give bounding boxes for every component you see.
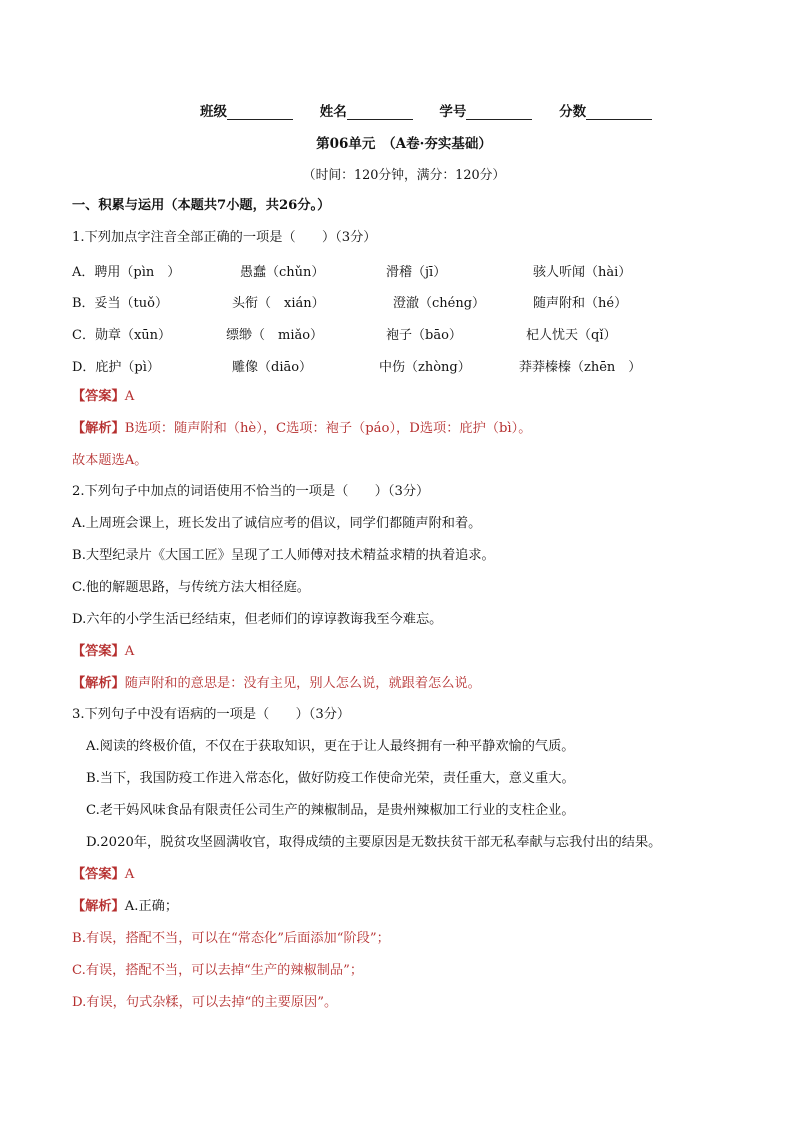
section-title: 一、积累与运用（本题共7小题，共26分。） <box>72 198 331 213</box>
class-blank[interactable] <box>227 105 293 120</box>
unit-title: 第06单元 （A卷·夯实基础） <box>316 136 492 152</box>
q3-option-d: D.2020年，脱贫攻坚圆满收官，取得成绩的主要原因是无数扶贫干部无私奉献与忘我付出的结果。 <box>86 835 662 850</box>
q1-option-a4: 骇人听闻（hài） <box>533 265 632 280</box>
q1-option-b4: 随声附和（hé） <box>533 296 628 311</box>
q1-option-d1: D．庇护（pì） <box>72 360 160 375</box>
q1-stem: 1.下列加点字注音全部正确的一项是（ ）（3分） <box>72 230 377 245</box>
q1-answer: 【答案】A <box>72 389 135 404</box>
q1-option-b1: B．妥当（tuǒ） <box>72 296 168 311</box>
score-blank[interactable] <box>586 105 652 120</box>
q3-analysis-b: B.有误，搭配不当，可以在“常态化”后面添加“阶段”； <box>72 931 390 946</box>
q2-option-c: C.他的解题思路，与传统方法大相径庭。 <box>72 580 310 595</box>
q1-option-b3: 澄澈（chéng） <box>393 296 486 311</box>
q2-analysis: 【解析】随声附和的意思是：没有主见，别人怎么说，就跟着怎么说。 <box>72 676 481 691</box>
q2-answer: 【答案】A <box>72 644 135 659</box>
q1-conclusion: 故本题选A。 <box>72 453 148 468</box>
q3-analysis-c: C.有误，搭配不当，可以去掉“生产的辣椒制品”； <box>72 963 364 978</box>
q1-option-c4: 杞人忧天（qǐ） <box>526 328 617 343</box>
q3-stem: 3.下列句子中没有语病的一项是（ ）（3分） <box>72 707 351 722</box>
time-info: （时间：120分钟，满分：120分） <box>302 168 506 183</box>
student-id-field: 学号 <box>439 100 532 120</box>
q3-analysis: 【解析】A.正确； <box>72 899 179 914</box>
q2-option-a: A.上周班会课上，班长发出了诚信应考的倡议，同学们都随声附和着。 <box>72 516 482 531</box>
q1-option-d3: 中伤（zhòng） <box>379 360 471 375</box>
student-id-blank[interactable] <box>466 105 532 120</box>
q2-option-b: B.大型纪录片《大国工匠》呈现了工人师傅对技术精益求精的执着追求。 <box>72 548 495 563</box>
q1-option-c1: C．勋章（xūn） <box>72 328 172 343</box>
q1-option-c2: 缥缈（ miǎo） <box>226 328 324 343</box>
q1-option-b2: 头衔（ xián） <box>232 296 325 311</box>
q1-analysis: 【解析】B选项：随声附和（hè），C选项：袍子（páo），D选项：庇护（bì）。 <box>72 421 532 436</box>
q1-option-d4: 莽莽榛榛（zhēn ） <box>519 360 642 375</box>
q1-option-a2: 愚蠢（chǔn） <box>240 265 325 280</box>
class-field: 班级 <box>200 100 293 120</box>
q3-analysis-d: D.有误，句式杂糅，可以去掉“的主要原因”。 <box>72 995 338 1010</box>
name-field: 姓名 <box>320 100 413 120</box>
q2-stem: 2.下列句子中加点的词语使用不恰当的一项是（ ）（3分） <box>72 484 430 499</box>
q3-option-a: A.阅读的终极价值，不仅在于获取知识，更在于让人最终拥有一种平静欢愉的气质。 <box>86 739 575 754</box>
q1-option-c3: 袍子（bāo） <box>386 328 462 343</box>
q3-option-b: B.当下，我国防疫工作进入常态化，做好防疫工作使命光荣，责任重大，意义重大。 <box>86 771 575 786</box>
q2-option-d: D.六年的小学生活已经结束，但老师们的谆谆教诲我至今难忘。 <box>72 612 443 627</box>
name-blank[interactable] <box>347 105 413 120</box>
q1-option-a1: A．聘用（pìn ） <box>72 265 181 280</box>
q1-option-d2: 雕像（diāo） <box>232 360 313 375</box>
q3-option-c: C.老干妈风味食品有限责任公司生产的辣椒制品，是贵州辣椒加工行业的支柱企业。 <box>86 803 575 818</box>
q1-option-a3: 滑稽（jī） <box>386 265 447 280</box>
q3-answer: 【答案】A <box>72 867 135 882</box>
score-field: 分数 <box>559 100 652 120</box>
student-info-header <box>200 100 674 120</box>
